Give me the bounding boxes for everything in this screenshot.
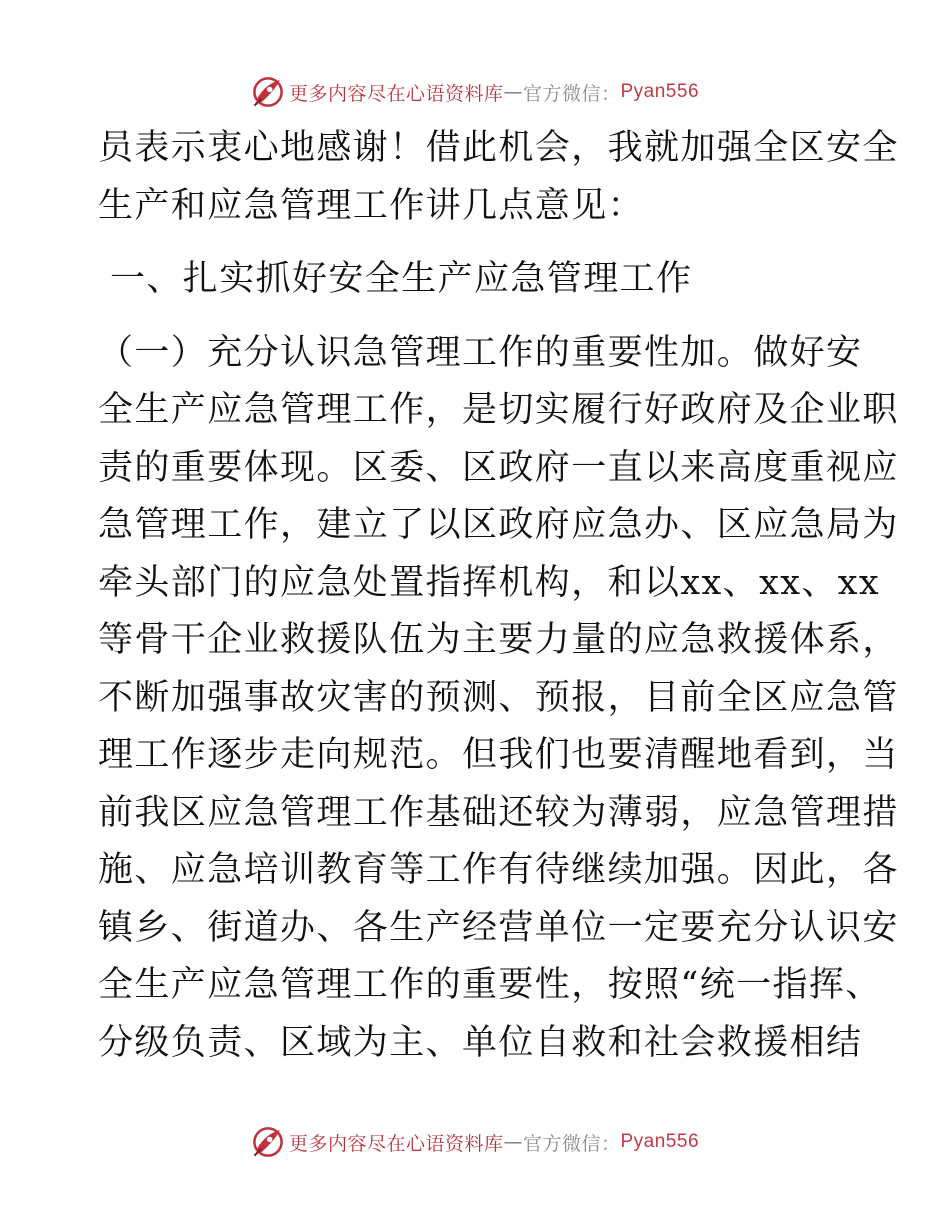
section-heading: 一、扎实抓好安全生产应急管理工作 xyxy=(110,259,693,299)
pen-nib-logo-icon xyxy=(251,1125,285,1159)
text-line: 前我区应急管理工作基础还较为薄弱，应急管理措 xyxy=(98,792,899,833)
text-line: 不断加强事故灾害的预测、预报，目前全区应急管 xyxy=(98,677,899,718)
banner-slogan: 更多内容尽在心语资料库 xyxy=(288,1132,504,1155)
text-line: 急管理工作，建立了以区政府应急办、区应急局为 xyxy=(98,505,899,545)
banner-separator: — xyxy=(503,1131,523,1153)
text-line: 镇乡、街道办、各生产经营单位一定要充分认识安 xyxy=(98,907,899,948)
text-line: 理工作逐步走向规范。但我们也要清醒地看到，当 xyxy=(98,735,899,775)
text-line: 全生产应急管理工作，是切实履行好政府及企业职 xyxy=(98,390,899,430)
text-line: 施、应急培训教育等工作有待继续加强。因此，各 xyxy=(98,850,899,890)
text-line: 责的重要体现。区委、区政府一直以来高度重视应 xyxy=(98,447,899,488)
text-line: 分级负责、区域为主、单位自救和社会救援相结 xyxy=(98,1022,863,1063)
banner-wechat-id: Pyan556 xyxy=(620,81,700,102)
banner-wechat-id: Pyan556 xyxy=(620,1131,700,1152)
document-body xyxy=(98,120,899,1072)
text-line: 生产和应急管理工作讲几点意见： xyxy=(98,185,645,226)
text-line: 等骨干企业救援队伍为主要力量的应急救援体系， xyxy=(98,620,899,660)
banner-separator: — xyxy=(503,81,523,103)
banner-wechat-label: 官方微信： xyxy=(522,82,621,105)
text-line: （一）充分认识急管理工作的重要性加。做好安 xyxy=(98,332,863,373)
text-line: 全生产应急管理工作的重要性，按照“统一指挥、 xyxy=(98,965,882,1005)
banner-wechat-label: 官方微信： xyxy=(522,1132,621,1155)
text-line: 牵头部门的应急处置指挥机构，和以xx、xx、xx xyxy=(98,562,881,603)
text-line: 员表示衷心地感谢！借此机会，我就加强全区安全 xyxy=(98,128,899,168)
pen-nib-logo-icon xyxy=(251,75,285,109)
banner-slogan: 更多内容尽在心语资料库 xyxy=(288,82,504,105)
footer-banner xyxy=(0,1122,950,1162)
header-banner xyxy=(0,72,950,112)
